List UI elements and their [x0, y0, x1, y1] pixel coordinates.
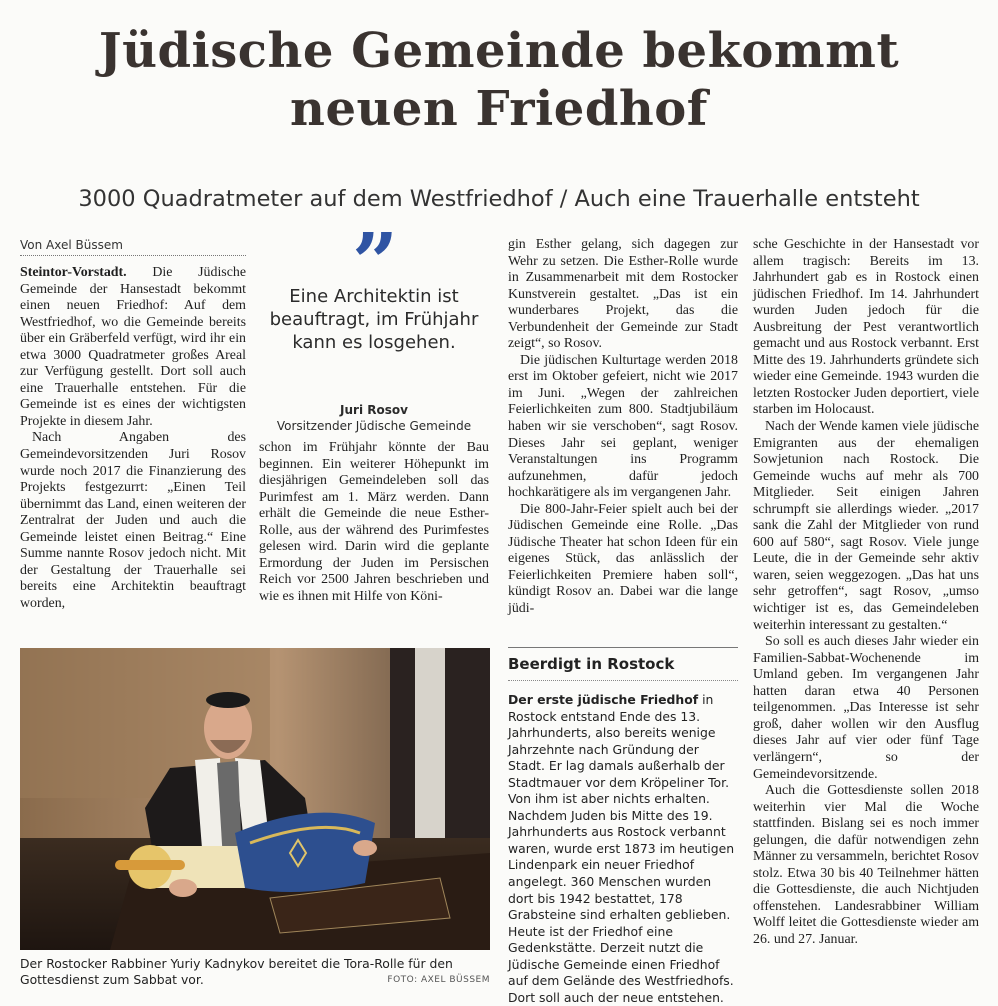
article-paragraph: So soll es auch dieses Jahr wieder ein Familien-Sabbat-Wochenende im Umland geben. Im vergangenen Jahr hatten daran etwa 40 Personen teilgenommen. „Das Interesse ist sehr groß, daher wollen wir den Ausflug dieses Jahr auf vier oder fünf Tage verlängern“, so der Gemeindevorsitzende.: [753, 634, 979, 782]
pull-quote-role: Vorsitzender Jüdische Gemeinde: [276, 419, 472, 433]
article-paragraph: Steintor-Vorstadt. Die Jüdische Gemeinde der Hansestadt bekommt einen neuen Friedhof: Auf dem Westfriedhof, wo die Gemeinde bereits über ein Gräberfeld verfügt, wird ihr ein etwa 3000 Quadratmeter großes Areal zur Verfügung gestellt. Dort soll auch eine Trauerhalle entstehen. Für die Gemeinde ist es eines der wichtigsten Projekte in diesem Jahr.: [20, 265, 246, 429]
pull-quote-text: Eine Architektin ist beauftragt, im Frühjahr kann es losgehen.: [269, 286, 479, 353]
photo-caption-text: Der Rostocker Rabbiner Yuriy Kadnykov bereitet die Tora-Rolle für den Gottesdienst zum Sabbat vor.: [20, 956, 453, 987]
photo-caption: [20, 956, 490, 988]
infobox-lead: Der erste jüdische Friedhof: [508, 692, 699, 707]
article-paragraph: sche Geschichte in der Hansestadt vor allem tragisch: Bereits im 13. Jahrhundert gab es in Rostock einen jüdischen Friedhof. Im 14. Jahrhundert wurden Juden jedoch für die Ausbreitung der Pest verantwortlich gemacht und aus Rostock verbannt. Erst Mitte des 19. Jahrhunderts gründete sich wieder eine Gemeinde. 1943 wurden die letzten Rostocker Juden deportiert, viele starben im Holocaust.: [753, 237, 979, 418]
article-paragraph: schon im Frühjahr könnte der Bau beginnen. Ein weiterer Höhepunkt im diesjährigen Gemeindeleben soll das Purimfest am 1. März werden. Dann erhält die Gemeinde die neue Esther-Rolle, aus der während des Purimfestes gelesen wird. Darin wird die geplante Ermordung der Juden im Persischen Reich vor 2500 Jahren beschrieben und wie es ihnen mit Hilfe von Köni-: [259, 440, 489, 604]
photo-credit: FOTO: AXEL BÜSSEM: [387, 975, 490, 985]
article-column-4: [753, 237, 979, 949]
infobox-text: Der erste jüdische Friedhof in Rostock entstand Ende des 13. Jahrhunderts, also bereits wenige Jahrzehnte nach Gründung der Stadt. Er lag damals außerhalb der Stadtmauer vor dem Kröpeliner Tor. Von ihm ist aber nichts erhalten. Nachdem Juden bis Mitte des 19. Jahrhunderts aus Rostock verbannt waren, wurde erst 1873 im heutigen Lindenpark ein neuer Friedhof angelegt. 360 Menschen wurden dort bis 1942 bestattet, 178 Grabsteine sind erhalten geblieben. Heute ist der Friedhof eine Gedenkstätte. Derzeit nutzt die Jüdische Gemeinde einen Friedhof auf dem Gelände des Westfriedhofs. Dort soll auch der neue entstehen.: [508, 692, 735, 1005]
article-paragraph: Auch die Gottesdienste sollen 2018 weiterhin vier Mal die Woche stattfinden. Bislang sei es noch immer gelungen, die dafür notwendigen zehn Männer zu versammeln, berichtet Rosov stolz. Etwa 30 bis 40 Teilnehmer hätten die Gottesdienste, die auch Nichtjuden offenstehen. Landesrabbiner William Wolff leitet die Gottesdienste wieder am 26. und 27. Januar.: [753, 783, 979, 947]
article-column-3: [508, 237, 738, 618]
article-paragraph: Die jüdischen Kulturtage werden 2018 erst im Oktober gefeiert, nicht wie 2017 im Juni. „Wegen der zahlreichen Feierlichkeiten zum 800. Stadtjubiläum haben wir sie verschoben“, sagt Rosov. Dieses Jahr sei geplant, weniger Veranstaltungen ins Programm aufzunehmen, dafür jedoch hochkarätigere als im vergangenen Jahr.: [508, 352, 738, 501]
article-column-1: [20, 265, 246, 612]
article-paragraph: Nach Angaben des Gemeindevorsitzenden Juri Rosov wurde noch 2017 die Finanzierung des Projekts festgezurrt: „Einen Teil übernimmt das Land, einen weiteren der Zentralrat der Juden und auch die Gemeinde leistet einen Beitrag.“ Eine Summe nannte Rosov jedoch nicht. Mit der Gestaltung der Trauerhalle sei bereits eine Architektin beauftragt worden,: [20, 430, 246, 611]
article-paragraph: Die 800-Jahr-Feier spielt auch bei der Jüdischen Gemeinde eine Rolle. „Das Jüdische Theater hat schon Ideen für ein eigenes Stück, das anlässlich der Feierlichkeiten Premiere haben soll“, kündigt Rosov an. Dabei war die lange jüdi-: [508, 501, 738, 617]
infobox-divider: [508, 680, 738, 681]
quote-mark-icon: ”: [351, 215, 398, 309]
byline: Von Axel Büssem: [20, 238, 246, 256]
headline: [0, 22, 998, 138]
headline-line-1: Jüdische Gemeinde bekommt: [98, 23, 900, 79]
subheadline: 3000 Quadratmeter auf dem Westfriedhof / Auch eine Trauerhalle entsteht: [78, 186, 920, 212]
article-column-2: [259, 440, 489, 605]
infobox-title: Beerdigt in Rostock: [508, 655, 675, 673]
article-paragraph: gin Esther gelang, sich dagegen zur Wehr zu setzen. Die Esther-Rolle wurde in Zusammenarbeit mit dem Rostocker Kunstverein gestaltet. „Das ist ein wunderbares Projekt, das die Verbundenheit der Gemeinde zur Stadt zeigt“, so Rosov.: [508, 237, 738, 352]
pull-quote-name: Juri Rosov: [340, 403, 408, 417]
article-paragraph: Nach der Wende kamen viele jüdische Emigranten aus der ehemaligen Sowjetunion nach Rostock. Die Gemeinde wuchs auf mehr als 700 Mitglieder. Seit einigen Jahren schrumpft sie allerdings wieder. „2017 sank die Zahl der Mitglieder von rund 600 auf 580“, sagt Rosov. Viele junge Leute, die in der Gemeinde sehr aktiv waren, seien weggezogen. „Das hat uns sehr getroffen“, sagt Rosov, „umso wichtiger ist es, das Gemeindeleben weiterhin interessant zu gestalten.“: [753, 419, 979, 633]
rabbi-photo-illustration: [20, 648, 490, 950]
infobox-divider: [508, 647, 738, 648]
headline-line-2: neuen Friedhof: [290, 81, 708, 137]
dateline: Steintor-Vorstadt.: [20, 265, 127, 280]
article-photo: [20, 648, 490, 950]
